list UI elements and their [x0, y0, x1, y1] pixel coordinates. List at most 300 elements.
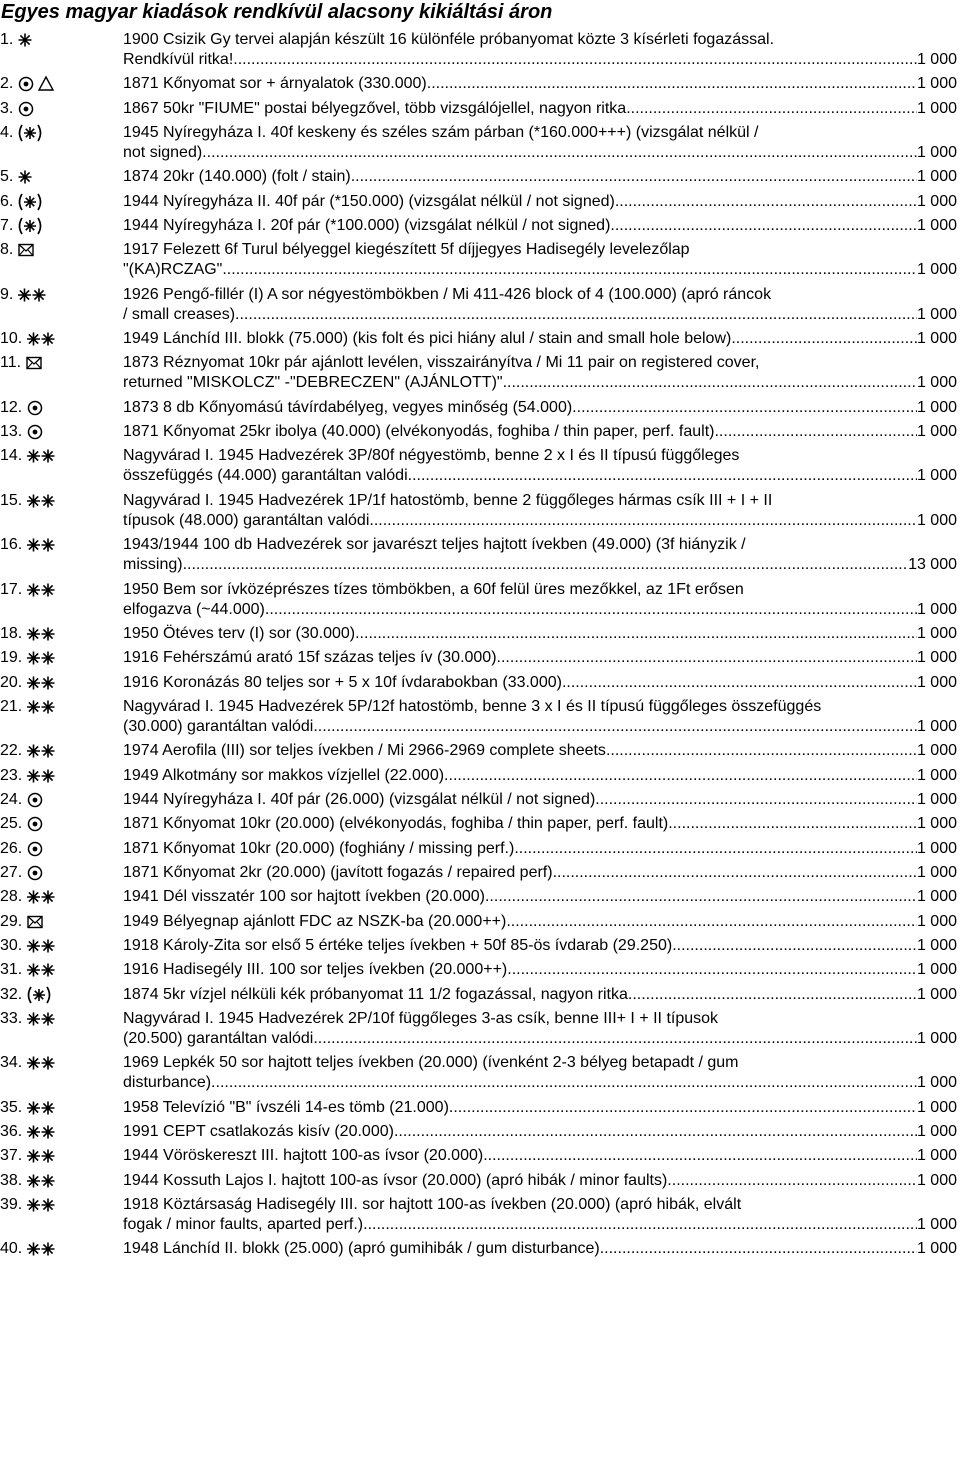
dot-leader — [444, 766, 917, 786]
lot-number-cell — [0, 216, 122, 236]
lot-number-cell — [0, 814, 122, 834]
starting-price: 1 000 — [916, 168, 957, 186]
circle-dot-icon — [26, 864, 46, 881]
lot-item — [0, 1195, 960, 1235]
lot-description-last-line — [123, 74, 957, 94]
lot-number-cell — [0, 99, 122, 119]
dot-leader — [394, 1122, 917, 1142]
lot-number-cell — [0, 329, 122, 349]
lot-description-text: 1916 Hadisegély III. 100 sor teljes ívekben (20.000++) — [123, 961, 508, 979]
lot-description-last-line — [123, 422, 957, 442]
document-title: Egyes magyar kiadások rendkívül alacsony kikiáltási áron — [1, 1, 553, 23]
double-star-icon — [26, 581, 58, 598]
dot-leader — [626, 99, 917, 119]
lot-description-line: 1945 Nyíregyháza I. 40f keskeny és széles szám párban (*160.000+++) (vizsgálat nélkül / — [123, 124, 759, 142]
dot-leader — [553, 863, 917, 883]
starting-price: 1 000 — [916, 1240, 957, 1258]
dot-leader — [514, 839, 917, 859]
double-star-icon — [26, 492, 58, 509]
starting-price: 1 000 — [916, 961, 957, 979]
dot-leader — [369, 511, 917, 531]
condition-icons — [26, 1098, 58, 1118]
lot-item — [0, 240, 960, 280]
starting-price: 1 000 — [916, 673, 957, 691]
lot-description — [123, 446, 957, 486]
lot-description — [123, 1195, 957, 1235]
lot-number: 26. — [0, 839, 23, 857]
lot-number-cell — [0, 1122, 122, 1142]
lot-description-last-line — [123, 555, 957, 575]
star-icon — [17, 31, 35, 48]
dot-leader — [615, 192, 917, 212]
lot-description-text: (30.000) garantáltan valódi — [123, 717, 314, 735]
envelope-icon — [25, 354, 45, 371]
lot-item — [0, 398, 960, 418]
lot-number: 2. — [0, 75, 14, 93]
double-star-icon — [26, 1123, 58, 1140]
double-star-icon — [26, 1099, 58, 1116]
dot-leader — [483, 1146, 917, 1166]
lot-description-text: 1871 Kőnyomat 10kr (20.000) (elvékonyodás, foghiba / thin paper, perf. fault) — [123, 815, 669, 833]
lot-item — [0, 123, 960, 163]
starting-price: 1 000 — [916, 1098, 957, 1116]
lot-description-last-line — [123, 1029, 957, 1049]
condition-icons — [26, 491, 58, 511]
condition-icons — [26, 1239, 58, 1259]
double-star-icon — [26, 1147, 58, 1164]
dot-leader — [572, 398, 917, 418]
condition-icons — [26, 648, 58, 668]
condition-icons — [26, 766, 58, 786]
lot-description-last-line — [123, 673, 957, 693]
lot-number: 31. — [0, 961, 23, 979]
parenthesized-star-icon — [17, 193, 45, 210]
lot-item — [0, 790, 960, 810]
lot-item — [0, 814, 960, 834]
lot-description-last-line — [123, 1122, 957, 1142]
lot-description-last-line — [123, 50, 957, 70]
dot-leader — [610, 216, 917, 236]
lot-number-cell — [0, 863, 122, 883]
lot-item — [0, 936, 960, 956]
condition-icons — [26, 1195, 58, 1215]
lot-description-last-line — [123, 912, 957, 932]
lot-item — [0, 1146, 960, 1166]
lot-description — [123, 353, 957, 393]
condition-icons — [26, 1122, 58, 1142]
dot-leader — [668, 814, 917, 834]
lot-description-text: 1916 Fehérszámú arató 15f százas teljes ív (30.000) — [123, 649, 497, 667]
lot-description-last-line — [123, 329, 957, 349]
lot-item — [0, 216, 960, 236]
lot-description-last-line — [123, 600, 957, 620]
dot-leader — [507, 960, 917, 980]
lot-number: 16. — [0, 536, 23, 554]
lot-item — [0, 535, 960, 575]
lot-description-text: 1948 Lánchíd II. blokk (25.000) (apró gumihibák / gum disturbance) — [123, 1240, 600, 1258]
lot-number-cell — [0, 192, 122, 212]
lot-number-cell — [0, 1009, 122, 1029]
lot-description-text: 1871 Kőnyomat 2kr (20.000) (javított fogazás / repaired perf) — [123, 863, 553, 881]
lot-description-last-line — [123, 216, 957, 236]
lot-number: 22. — [0, 742, 23, 760]
condition-icons — [26, 887, 58, 907]
lot-description — [123, 1239, 957, 1259]
lot-description-last-line — [123, 1098, 957, 1118]
lot-description — [123, 697, 957, 737]
lot-description-text: fogak / minor faults, aparted perf.) — [123, 1216, 364, 1234]
condition-icons — [17, 123, 45, 143]
lot-item — [0, 192, 960, 212]
lot-description-text: disturbance) — [123, 1074, 212, 1092]
double-star-icon — [26, 1196, 58, 1213]
lot-description-last-line — [123, 936, 957, 956]
lot-item — [0, 1122, 960, 1142]
lot-description-last-line — [123, 839, 957, 859]
condition-icons — [17, 216, 45, 236]
lot-number-cell — [0, 446, 122, 466]
double-star-icon — [26, 1240, 58, 1257]
lot-description-last-line — [123, 466, 957, 486]
lot-number: 5. — [0, 168, 14, 186]
lot-number: 27. — [0, 863, 23, 881]
circle-dot-icon — [26, 423, 46, 440]
lot-number-cell — [0, 123, 122, 143]
lot-number: 14. — [0, 447, 23, 465]
circle-dot-icon — [26, 840, 46, 857]
lot-description-text: elfogazva (~44.000) — [123, 600, 265, 618]
lot-item — [0, 167, 960, 187]
lot-description-text: 1871 Kőnyomat 25kr ibolya (40.000) (elvékonyodás, foghiba / thin paper, perf. fault) — [123, 423, 715, 441]
lot-description — [123, 814, 957, 834]
lot-number: 28. — [0, 888, 23, 906]
condition-icons — [26, 398, 46, 418]
lot-item — [0, 887, 960, 907]
lot-description-last-line — [123, 741, 957, 761]
lot-item — [0, 491, 960, 531]
dot-leader — [183, 555, 909, 575]
lot-description-last-line — [123, 192, 957, 212]
lot-description-text: 1944 Kossuth Lajos I. hajtott 100-as ívsor (20.000) (apró hibák / minor faults) — [123, 1171, 668, 1189]
starting-price: 1 000 — [916, 192, 957, 210]
parenthesized-star-icon — [26, 986, 54, 1003]
dot-leader — [233, 50, 917, 70]
lot-description — [123, 1009, 957, 1049]
condition-icons — [26, 1053, 58, 1073]
lot-description — [123, 580, 957, 620]
condition-icons — [17, 167, 35, 187]
starting-price: 1 000 — [916, 511, 957, 529]
starting-price: 1 000 — [916, 888, 957, 906]
lot-item — [0, 422, 960, 442]
double-star-icon — [26, 649, 58, 666]
lot-description-text: 1873 8 db Kőnyomású távírdabélyeg, vegyes minőség (54.000) — [123, 398, 573, 416]
star-icon — [17, 168, 35, 185]
lot-number: 37. — [0, 1147, 23, 1165]
starting-price: 1 000 — [916, 144, 957, 162]
condition-icons — [25, 353, 45, 373]
circle-dot-icon — [17, 75, 37, 92]
lot-number: 9. — [0, 285, 14, 303]
lot-description — [123, 491, 957, 531]
lot-description-text: 1941 Dél visszatér 100 sor hajtott ívekben (20.000) — [123, 888, 485, 906]
lot-description-line: Nagyvárad I. 1945 Hadvezérek 5P/12f hatostömb, benne 3 x I és II típusú függőleges összefüggés — [123, 697, 822, 715]
circle-dot-icon — [26, 791, 46, 808]
lot-item — [0, 1053, 960, 1093]
starting-price: 1 000 — [916, 717, 957, 735]
condition-icons — [17, 74, 57, 94]
lot-description-last-line — [123, 648, 957, 668]
lot-number: 32. — [0, 985, 23, 1003]
dot-leader — [408, 466, 917, 486]
lot-number-cell — [0, 580, 122, 600]
lot-description — [123, 648, 957, 668]
lot-number: 36. — [0, 1123, 23, 1141]
lot-description-line: 1950 Bem sor ívközéprészes tízes tömbökben, a 60f felül üres mezőkkel, az 1Ft erősen — [123, 580, 744, 598]
lot-item — [0, 329, 960, 349]
lot-number: 39. — [0, 1196, 23, 1214]
lot-item — [0, 1239, 960, 1259]
starting-price: 1 000 — [916, 839, 957, 857]
lot-number: 8. — [0, 241, 14, 259]
lot-item — [0, 648, 960, 668]
condition-icons — [26, 936, 58, 956]
lot-description — [123, 624, 957, 644]
lot-description-last-line — [123, 960, 957, 980]
lot-description-last-line — [123, 790, 957, 810]
lot-number-cell — [0, 960, 122, 980]
lot-number: 24. — [0, 790, 23, 808]
starting-price: 1 000 — [916, 1147, 957, 1165]
lot-number: 40. — [0, 1240, 23, 1258]
lot-number-cell — [0, 1171, 122, 1191]
starting-price: 1 000 — [916, 863, 957, 881]
double-star-icon — [26, 330, 58, 347]
lot-number: 18. — [0, 624, 23, 642]
lot-description-last-line — [123, 717, 957, 737]
condition-icons — [26, 912, 46, 932]
lot-description-last-line — [123, 766, 957, 786]
double-star-icon — [26, 1010, 58, 1027]
lot-description — [123, 912, 957, 932]
condition-icons — [26, 863, 46, 883]
lot-description-line: 1918 Köztársaság Hadisegély III. sor hajtott 100-as ívekben (20.000) (apró hibák, elvált — [123, 1196, 742, 1214]
lot-number-cell — [0, 30, 122, 50]
double-star-icon — [26, 1054, 58, 1071]
dot-leader — [211, 1073, 917, 1093]
lot-item — [0, 74, 960, 94]
starting-price: 1 000 — [916, 936, 957, 954]
lot-description — [123, 1053, 957, 1093]
lot-description-line: 1873 Réznyomat 10kr pár ajánlott levélen, visszairányítva / Mi 11 pair on registered cover, — [123, 354, 760, 372]
lot-item — [0, 99, 960, 119]
lot-description-text: missing) — [123, 556, 183, 574]
dot-leader — [600, 1239, 917, 1259]
lot-description-text: 1949 Alkotmány sor makkos vízjellel (22.000) — [123, 766, 445, 784]
lot-description-line: Nagyvárad I. 1945 Hadvezérek 3P/80f négyestömb, benne 2 x I és II típusú függőleges — [123, 447, 740, 465]
dot-leader — [202, 143, 917, 163]
starting-price: 1 000 — [916, 99, 957, 117]
lot-item — [0, 912, 960, 932]
lot-description-text: összefüggés (44.000) garantáltan valódi — [123, 467, 408, 485]
lot-description-last-line — [123, 143, 957, 163]
lot-item — [0, 580, 960, 620]
lot-description-text: 1916 Koronázás 80 teljes sor + 5 x 10f ívdarabokban (33.000) — [123, 673, 562, 691]
lot-number-cell — [0, 491, 122, 511]
lot-description-text: (20.500) garantáltan valódi — [123, 1030, 314, 1047]
lot-description-line: Nagyvárad I. 1945 Hadvezérek 2P/10f függőleges 3-as csík, benne III+ I + II típusok — [123, 1010, 719, 1027]
lot-description — [123, 422, 957, 442]
lot-number-cell — [0, 285, 122, 305]
lot-item — [0, 741, 960, 761]
lot-number-cell — [0, 673, 122, 693]
lot-item — [0, 353, 960, 393]
lot-number-cell — [0, 624, 122, 644]
lot-item — [0, 30, 960, 70]
condition-icons — [26, 580, 58, 600]
lot-number-cell — [0, 1146, 122, 1166]
dot-leader — [363, 1215, 917, 1235]
lot-description-last-line — [123, 1171, 957, 1191]
lot-item — [0, 766, 960, 786]
double-star-icon — [26, 625, 58, 642]
starting-price: 1 000 — [916, 1123, 957, 1141]
double-star-icon — [26, 888, 58, 905]
lot-description — [123, 30, 957, 70]
lot-description-last-line — [123, 863, 957, 883]
lot-description-line: 1917 Felezett 6f Turul bélyeggel kiegészített 5f díjjegyes Hadisegély levelezőlap — [123, 241, 690, 259]
lot-number: 34. — [0, 1054, 23, 1072]
lot-number: 19. — [0, 649, 23, 667]
triangle-icon — [37, 75, 57, 92]
lot-description — [123, 839, 957, 859]
lot-number: 20. — [0, 673, 23, 691]
lot-number-cell — [0, 648, 122, 668]
starting-price: 1 000 — [916, 624, 957, 642]
lot-description-text: 1944 Nyíregyháza I. 40f pár (26.000) (vizsgálat nélkül / not signed) — [123, 790, 596, 808]
condition-icons — [26, 741, 58, 761]
dot-leader — [562, 673, 917, 693]
lot-item — [0, 285, 960, 325]
lot-description-last-line — [123, 373, 957, 393]
condition-icons — [26, 790, 46, 810]
lot-number: 15. — [0, 491, 23, 509]
starting-price: 1 000 — [916, 815, 957, 833]
lot-item — [0, 1098, 960, 1118]
condition-icons — [26, 814, 46, 834]
lot-description-last-line — [123, 1146, 957, 1166]
lot-number: 10. — [0, 330, 23, 348]
lot-item — [0, 985, 960, 1005]
lot-number: 38. — [0, 1171, 23, 1189]
lot-number-cell — [0, 790, 122, 810]
double-star-icon — [26, 767, 58, 784]
lot-description-last-line — [123, 99, 957, 119]
lot-description — [123, 1171, 957, 1191]
lot-description-line: 1900 Csizik Gy tervei alapján készült 16 különféle próbanyomat közte 3 kísérleti fogazással. — [123, 31, 775, 48]
lot-description-last-line — [123, 985, 957, 1005]
lot-description — [123, 99, 957, 119]
dot-leader — [351, 167, 917, 187]
condition-icons — [17, 285, 49, 305]
lot-description-last-line — [123, 814, 957, 834]
starting-price: 1 000 — [916, 1074, 957, 1092]
lot-item — [0, 697, 960, 737]
lot-description-text: típusok (48.000) garantáltan valódi — [123, 511, 370, 529]
lot-number: 12. — [0, 398, 23, 416]
lot-description — [123, 936, 957, 956]
lot-description — [123, 398, 957, 418]
lot-description — [123, 329, 957, 349]
lot-description-text: 1918 Károly-Zita sor első 5 értéke teljes ívekben + 50f 85-ös ívdarab (29.250) — [123, 936, 673, 954]
double-star-icon — [17, 286, 49, 303]
lot-description — [123, 960, 957, 980]
lot-description-last-line — [123, 167, 957, 187]
lot-description-text: 1949 Bélyegnap ajánlott FDC az NSZK-ba (20.000++) — [123, 912, 507, 930]
lot-description — [123, 985, 957, 1005]
lot-description-text: 1944 Nyíregyháza II. 40f pár (*150.000) (vizsgálat nélkül / not signed) — [123, 192, 615, 210]
lot-description — [123, 766, 957, 786]
starting-price: 1 000 — [916, 374, 957, 392]
lot-number: 3. — [0, 99, 14, 117]
lot-item — [0, 1171, 960, 1191]
lot-description — [123, 74, 957, 94]
lot-description-text: 1874 20kr (140.000) (folt / stain) — [123, 168, 351, 186]
lot-item — [0, 446, 960, 486]
dot-leader — [503, 373, 917, 393]
starting-price: 1 000 — [916, 985, 957, 1003]
lot-description — [123, 123, 957, 163]
lot-number: 17. — [0, 580, 23, 598]
dot-leader — [449, 1098, 917, 1118]
lot-description-last-line — [123, 624, 957, 644]
lot-description-last-line — [123, 1239, 957, 1259]
dot-leader — [497, 648, 917, 668]
lot-number-cell — [0, 422, 122, 442]
dot-leader — [222, 260, 917, 280]
lot-description-text: not signed) — [123, 144, 203, 162]
starting-price: 1 000 — [916, 51, 957, 68]
lot-description — [123, 285, 957, 325]
lot-number-cell — [0, 912, 122, 932]
condition-icons — [26, 1009, 58, 1029]
dot-leader — [628, 985, 917, 1005]
lot-description-line: 1969 Lepkék 50 sor hajtott teljes ívekben (20.000) (ívenként 2-3 bélyeg betapadt / gum — [123, 1054, 739, 1072]
double-star-icon — [26, 674, 58, 691]
lot-description-text: "(KA)RCZAG" — [123, 261, 223, 279]
lot-description — [123, 167, 957, 187]
lot-description — [123, 887, 957, 907]
lot-description-line: Nagyvárad I. 1945 Hadvezérek 1P/1f hatostömb, benne 2 függőleges hármas csík III + I + II — [123, 491, 773, 509]
condition-icons — [26, 960, 58, 980]
parenthesized-star-icon — [17, 124, 45, 141]
lot-description-text: returned "MISKOLCZ" -"DEBRECZEN" (AJÁNLOTT)" — [123, 374, 503, 392]
lot-number-cell — [0, 353, 122, 373]
double-star-icon — [26, 1172, 58, 1189]
lot-description-text: 1867 50kr "FIUME" postai bélyegzővel, több vizsgálójellel, nagyon ritka — [123, 99, 627, 117]
lot-description — [123, 790, 957, 810]
condition-icons — [17, 240, 37, 260]
lot-item — [0, 1009, 960, 1049]
lot-number: 21. — [0, 697, 23, 715]
lot-number: 1. — [0, 31, 14, 48]
double-star-icon — [26, 698, 58, 715]
condition-icons — [26, 1171, 58, 1191]
dot-leader — [355, 624, 917, 644]
lot-description — [123, 673, 957, 693]
lot-description — [123, 535, 957, 575]
lot-number: 11. — [0, 354, 22, 372]
